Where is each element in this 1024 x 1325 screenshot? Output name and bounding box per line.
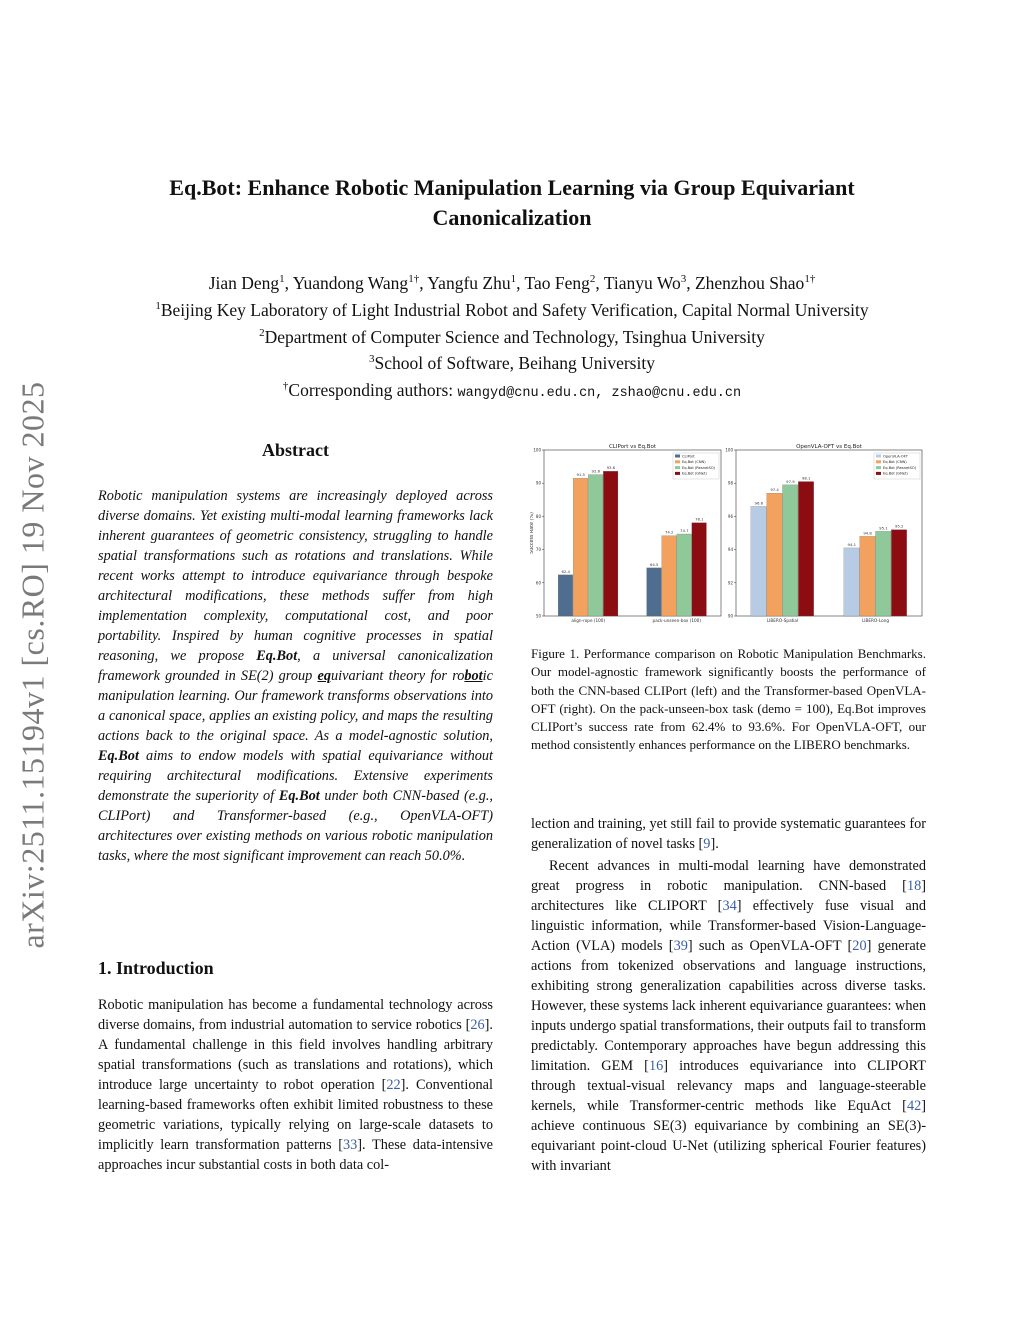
- y-tick-label: 90: [727, 613, 733, 619]
- citation-link[interactable]: 18: [906, 878, 922, 894]
- bar-value-label: 78.1: [695, 516, 704, 522]
- citation-link[interactable]: 26: [470, 1017, 485, 1033]
- bar-value-label: 97.9: [786, 478, 795, 484]
- bar: [692, 523, 707, 616]
- citation-link[interactable]: 42: [906, 1098, 922, 1114]
- bar: [588, 475, 603, 616]
- body-text: ] effectively fuse visual and linguistic information, while Transformer-based Vision-Language-Action (VLA) models [: [531, 898, 926, 954]
- legend-swatch: [876, 472, 881, 475]
- bar: [876, 531, 891, 616]
- figure-1-svg: [530, 440, 926, 630]
- corresponding-emails[interactable]: wangyd@cnu.edu.cn, zshao@cnu.edu.cn: [457, 386, 742, 402]
- affiliation-1: [60, 295, 964, 322]
- bar-value-label: 91.5: [576, 472, 585, 478]
- legend-swatch: [675, 472, 680, 475]
- legend-swatch: [675, 455, 680, 458]
- legend-label: Eq.Bot (CNN): [682, 460, 706, 465]
- right-column-paragraph-1: [531, 814, 926, 854]
- affiliation-sup: 3: [369, 353, 375, 366]
- corresponding-authors: [60, 375, 964, 405]
- citation-link[interactable]: 34: [722, 898, 737, 914]
- abstract-text: Robotic manipulation systems are increasingly deployed across diverse domains. Yet existing multi-modal learning frameworks lack inherent guarantees of geometric consistency, struggling to handle spatial transformations such as rotations and translations. While recent works attempt to introduce equivariance through bespoke architectural modifications, these methods suffer from high implementation complexity, computational cost, and poor portability. Inspired by human cognitive processes in spatial reasoning, we propose: [98, 488, 493, 664]
- body-text: ] architectures like CLIPORT [: [531, 878, 926, 914]
- author-name: , Tao Feng: [516, 272, 590, 293]
- bar: [767, 493, 782, 616]
- author-name: , Tianyu Wo: [595, 272, 681, 293]
- author-sup: 1: [279, 273, 285, 285]
- abstract-text: uivariant theory for ro: [330, 668, 465, 684]
- bar-value-label: 95.2: [894, 523, 904, 529]
- abstract-heading: Abstract: [262, 440, 329, 460]
- chart-title: OpenVLA-OFT vs Eq.Bot: [796, 444, 862, 450]
- arxiv-id-text: arXiv:2511.15194v1 [cs.RO] 19 Nov 2025: [14, 381, 51, 949]
- abstract-text: aims to endow models with spatial equivariance without requiring architectural modifications. Extensive experiments demonstrate the superiority of: [98, 748, 493, 804]
- citation-link[interactable]: 33: [342, 1137, 358, 1153]
- abstract-eqbot: Eq.Bot: [98, 748, 139, 764]
- abstract-underline: bot: [464, 668, 483, 684]
- intro-text: Robotic manipulation has become a fundamental technology across diverse domains, from industrial automation to service robotics [: [98, 997, 493, 1033]
- abstract-eqbot: Eq.Bot: [256, 648, 298, 664]
- bar: [662, 536, 677, 616]
- affiliation-text: Beijing Key Laboratory of Light Industrial Robot and Safety Verification, Capital Normal University: [160, 299, 869, 320]
- citation-link[interactable]: 9: [703, 836, 711, 852]
- bar-value-label: 94.1: [847, 541, 857, 547]
- y-tick-label: 92: [727, 580, 733, 586]
- bar: [891, 530, 906, 616]
- paper-title: [100, 173, 924, 233]
- author-name: , Zhenzhou Shao: [686, 272, 805, 293]
- legend-swatch: [675, 466, 680, 469]
- x-tick-label: align-rope (100): [571, 618, 606, 623]
- bar-value-label: 95.1: [879, 525, 888, 531]
- legend-label: OpenVLA-OFT: [883, 454, 908, 459]
- body-text: ] such as OpenVLA-OFT [: [687, 938, 853, 954]
- corresponding-label: Corresponding authors:: [288, 380, 458, 401]
- legend-label: Eq.Bot (GNet): [682, 471, 707, 476]
- chart-title: CLIPort vs Eq.Bot: [608, 444, 657, 450]
- legend-label: CLIPort: [682, 454, 695, 459]
- y-tick-label: 60: [535, 580, 541, 586]
- bar-value-label: 94.8: [863, 530, 872, 536]
- bar-value-label: 74.7: [680, 527, 689, 533]
- citation-link[interactable]: 16: [648, 1058, 664, 1074]
- legend-swatch: [675, 460, 680, 463]
- bar-value-label: 93.6: [606, 465, 616, 471]
- bar-value-label: 98.1: [801, 475, 811, 481]
- figure-1-caption: Figure 1. Performance comparison on Robotic Manipulation Benchmarks. Our model-agnostic framework significantly boosts the performance of both the CNN-based CLIPort (left) and the Transformer-based OpenVLA-OFT (right). On the pack-unseen-box task (demo = 100), Eq.Bot improves CLIPort’s success rate from 62.4% to 93.6%. For OpenVLA-OFT, our method consistently enhances performance on the LIBERO benchmarks.: [531, 646, 926, 753]
- bar-value-label: 97.4: [770, 487, 779, 493]
- x-tick-label: LIBERO-Long: [861, 618, 890, 623]
- introduction-body: [98, 995, 493, 1175]
- y-tick-label: 100: [533, 447, 541, 453]
- y-tick-label: 90: [535, 480, 541, 486]
- affiliation-2: [60, 322, 964, 349]
- bar: [798, 482, 813, 616]
- bar-value-label: 64.5: [649, 561, 659, 567]
- y-tick-label: 96: [727, 513, 733, 519]
- legend-swatch: [876, 455, 881, 458]
- author-name: , Yangfu Zhu: [419, 272, 511, 293]
- bar: [677, 534, 692, 616]
- body-text: ] achieve continuous SE(3) equivariance by combining an SE(3)-equivariant point-cloud U-Net (utilizing spherical Fourier features) with invariant: [531, 1098, 926, 1174]
- legend-label: Eq.Bot (GNet): [883, 471, 908, 476]
- y-tick-label: 100: [725, 447, 733, 453]
- abstract-eqbot: Eq.Bot: [278, 788, 320, 804]
- bar-value-label: 96.6: [754, 500, 764, 506]
- intro-text: ]. A fundamental challenge in this field involves handling arbitrary spatial transformations (such as translations and rotations), which introduce large uncertainty to robot operation [: [98, 1017, 493, 1093]
- legend-label: Eq.Bot (ResnetSO): [883, 465, 917, 470]
- body-text: ].: [710, 836, 719, 852]
- legend-label: Eq.Bot (ResnetSO): [682, 465, 716, 470]
- bar: [751, 506, 766, 616]
- y-axis-label: Success Rate (%): [530, 512, 535, 554]
- legend-swatch: [876, 460, 881, 463]
- abstract-body: [98, 486, 493, 866]
- author-block: [60, 268, 964, 405]
- introduction-heading: 1. Introduction: [98, 958, 214, 978]
- legend-label: Eq.Bot (CNN): [883, 460, 907, 465]
- x-tick-label: LIBERO-Spatial: [766, 618, 799, 623]
- affiliation-text: School of Software, Beihang University: [374, 353, 655, 374]
- arxiv-sidebar-id: [8, 370, 58, 960]
- body-text: ] introduces equivariance into CLIPORT through textual-visual relevancy maps and language-steerable kernels, while Transformer-centric methods like EquAct [: [531, 1058, 926, 1114]
- affiliation-sup: †: [282, 380, 289, 393]
- citation-link[interactable]: 22: [386, 1077, 401, 1093]
- y-tick-label: 50: [535, 613, 541, 619]
- author-sup: 1†: [804, 273, 816, 285]
- author-name: , Yuandong Wang: [284, 272, 409, 293]
- affiliation-text: Department of Computer Science and Technology, Tsinghua University: [264, 326, 765, 347]
- bar: [573, 478, 588, 616]
- y-tick-label: 80: [535, 513, 541, 519]
- bar: [783, 485, 798, 616]
- y-tick-label: 98: [727, 480, 733, 486]
- bar: [860, 536, 875, 616]
- abstract-underline: eq: [317, 668, 331, 684]
- bar: [558, 575, 573, 616]
- body-text: ] generate actions from tokenized observations and language instructions, exhibiting strong generalization capabilities across diverse tasks. However, these systems lack inherent equivariance guarantees: when inputs undergo spatial transformations, their outputs fail to transform predictably. Contemporary approaches have begun addressing this limitation. GEM [: [531, 938, 926, 1074]
- abstract-text: under both CNN-based (e.g., CLIPort) and Transformer-based (e.g., OpenVLA-OFT) architectures over existing methods on various robotic manipulation tasks, where the most significant improvement can reach 50.0%.: [98, 788, 493, 864]
- author-sup: 1: [510, 273, 517, 285]
- affiliation-3: [60, 348, 964, 375]
- title-line-2: Canonicalization: [432, 205, 592, 230]
- body-text: Recent advances in multi-modal learning have demonstrated great progress in robotic manipulation. CNN-based [: [531, 858, 926, 894]
- right-column-paragraph-2: [531, 856, 926, 1176]
- author-list: [60, 268, 964, 295]
- citation-link[interactable]: 20: [852, 938, 867, 954]
- body-text: lection and training, yet still fail to provide systematic guarantees for generalization of novel tasks [: [531, 816, 926, 852]
- intro-text: ]. Conventional learning-based frameworks often exhibit limited robustness to these geometric variations, typically relying on large-scale datasets to implicitly learn transformation patterns [: [98, 1077, 493, 1153]
- y-tick-label: 94: [727, 547, 733, 553]
- author-name: Jian Deng: [208, 272, 280, 293]
- bar-value-label: 92.6: [591, 468, 601, 474]
- bar: [647, 568, 662, 616]
- y-tick-label: 70: [535, 547, 541, 553]
- intro-text: ]. These data-intensive approaches incur substantial costs in both data col-: [98, 1137, 493, 1173]
- legend-swatch: [876, 466, 881, 469]
- citation-link[interactable]: 39: [673, 938, 688, 954]
- abstract-text: , a universal canonicalization framework grounded in SE(2) group: [98, 648, 493, 684]
- author-sup: 1†: [408, 273, 420, 285]
- author-sup: 2: [589, 273, 596, 285]
- bar: [844, 548, 859, 616]
- bar-value-label: 62.4: [561, 568, 570, 574]
- title-line-1: Eq.Bot: Enhance Robotic Manipulation Learning via Group Equivariant: [169, 175, 855, 200]
- bar: [603, 471, 618, 616]
- x-tick-label: pack-unseen-box (100): [652, 618, 701, 623]
- bar-value-label: 74.2: [664, 529, 674, 535]
- affiliation-sup: 2: [259, 326, 265, 339]
- author-sup: 3: [680, 273, 687, 285]
- abstract-text: ic manipulation learning. Our framework transforms observations into a canonical space, applies an existing policy, and maps the resulting actions back to the original space. As a model-agnostic solution,: [98, 668, 493, 744]
- affiliation-sup: 1: [155, 299, 161, 312]
- figure-1-chart: [530, 440, 926, 630]
